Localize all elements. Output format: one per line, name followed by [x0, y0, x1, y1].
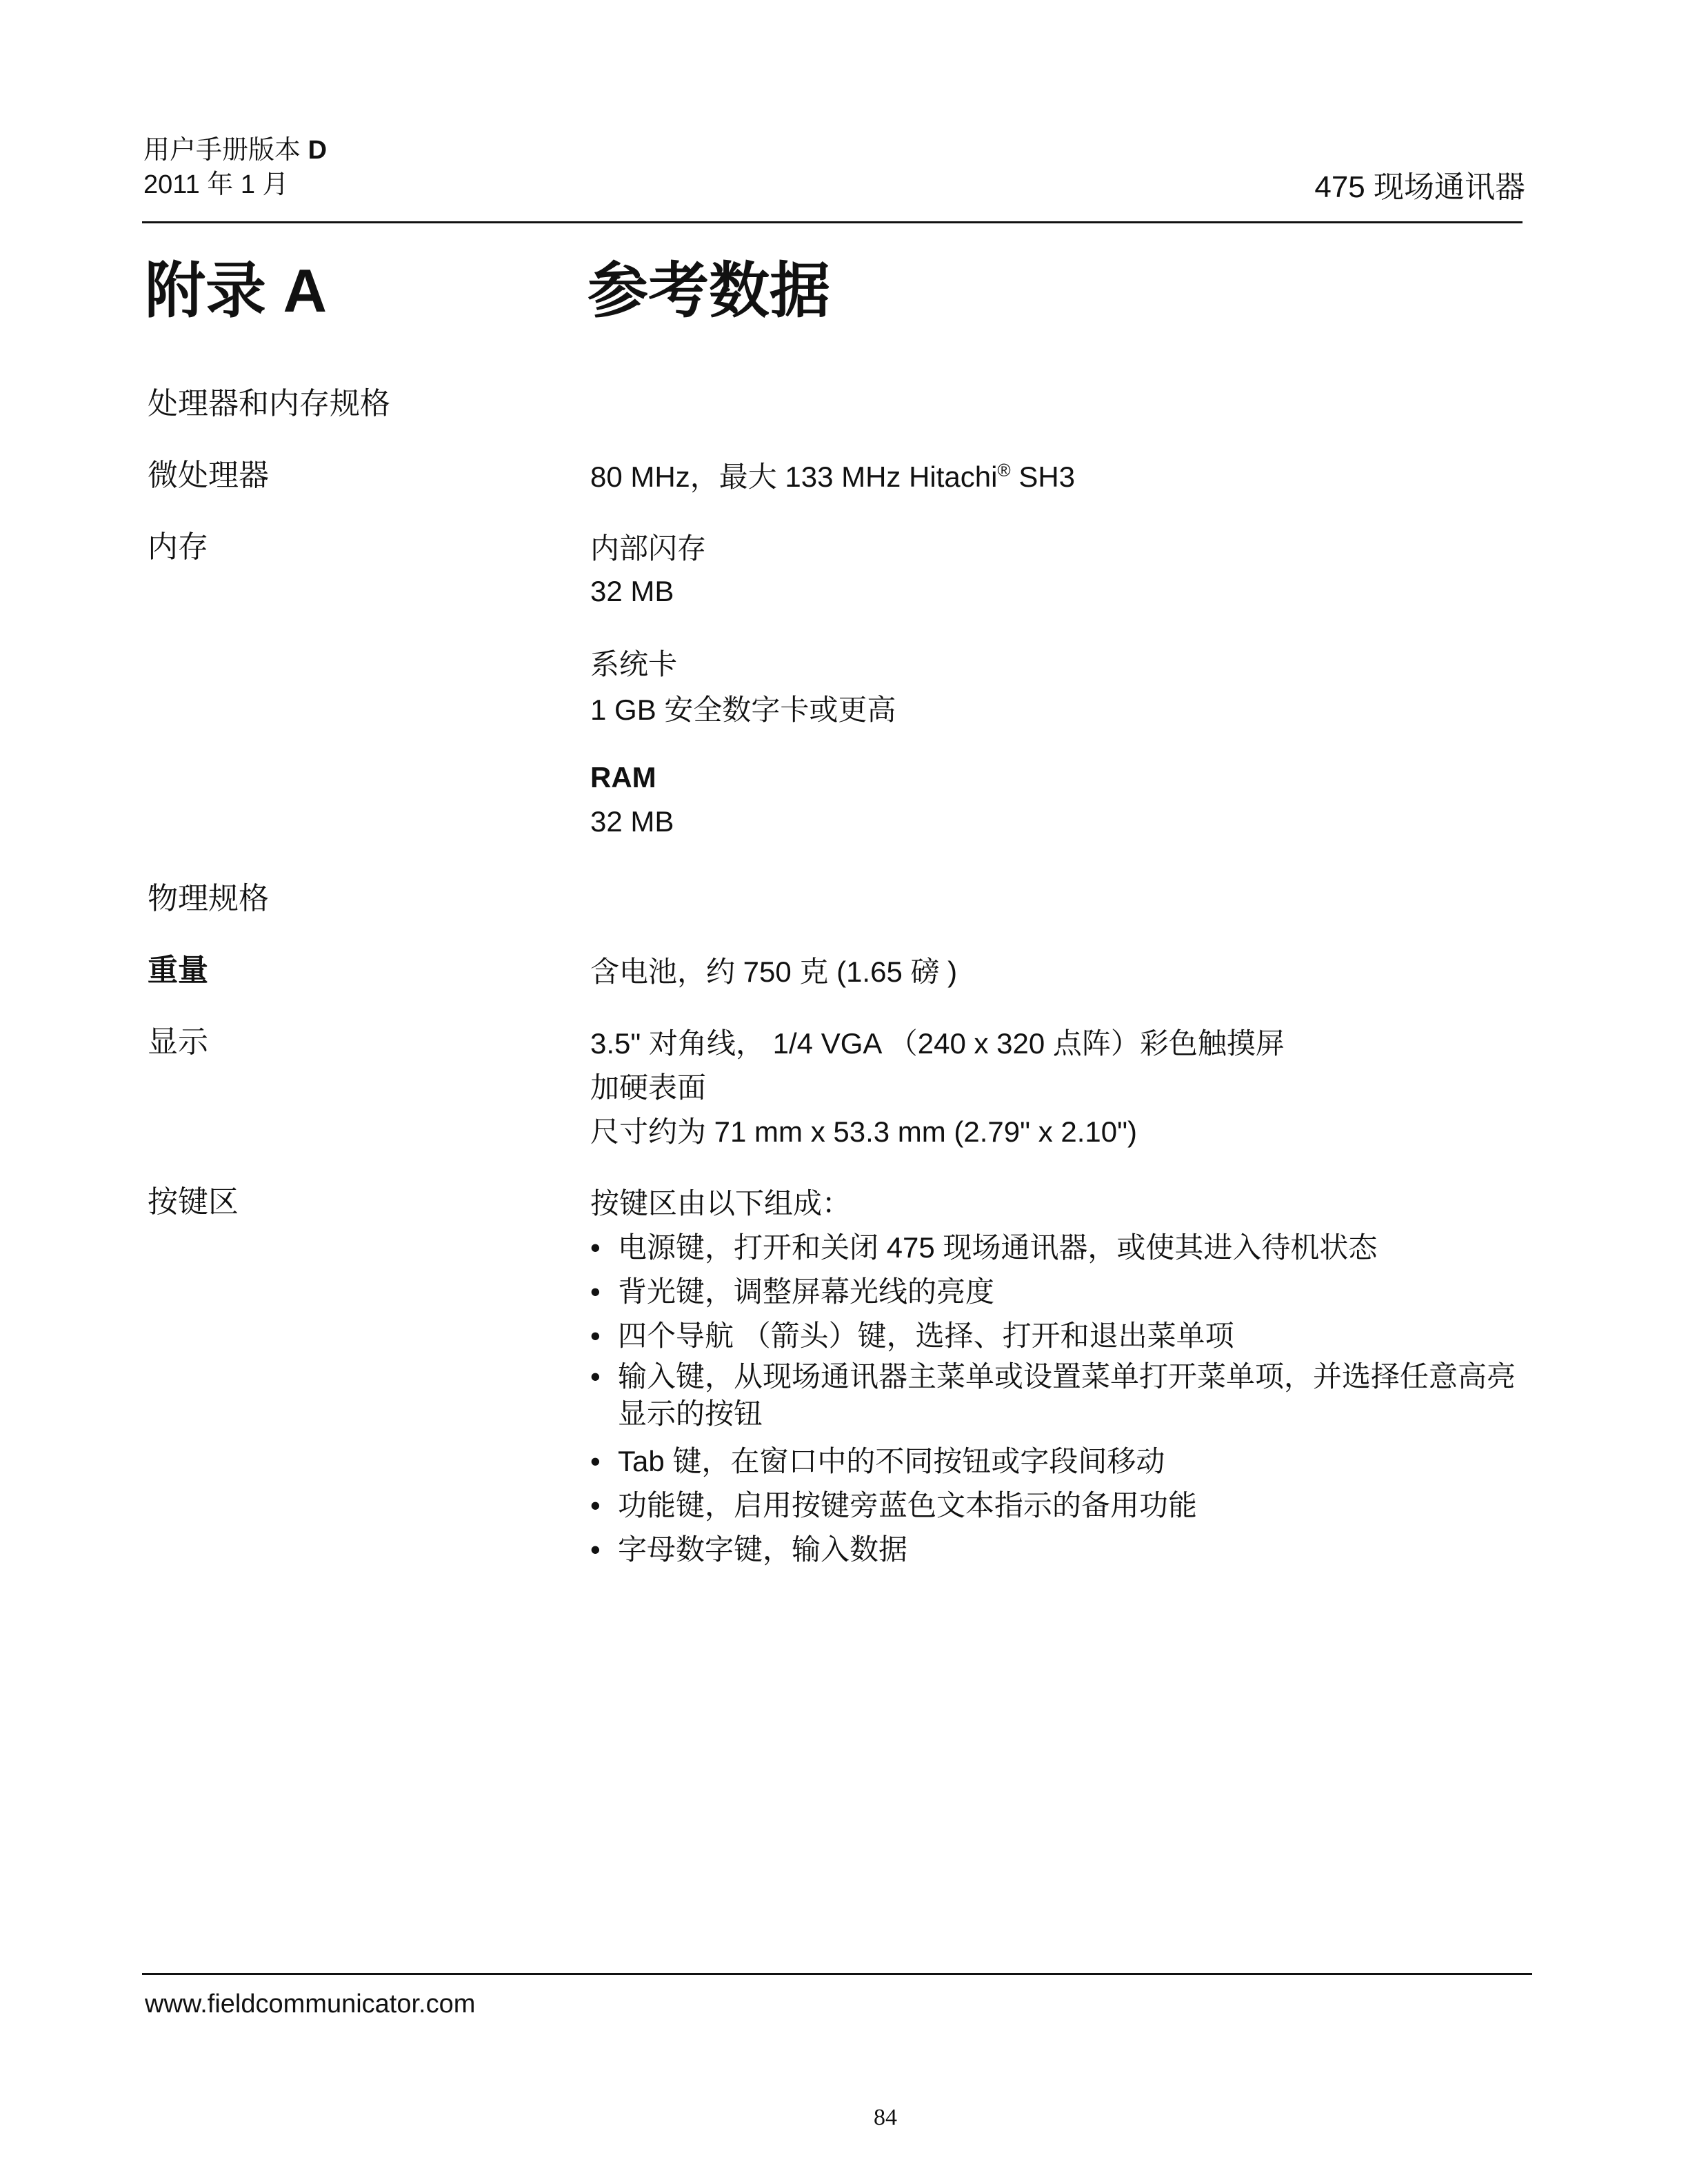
registered-mark: ®: [997, 460, 1011, 481]
microprocessor-value: [590, 455, 1075, 499]
keypad-list: [590, 1226, 1528, 1572]
card-title: 系统卡: [590, 648, 678, 680]
list-item: • 功能键，启用按键旁蓝色文本指示的备用功能: [590, 1484, 1528, 1528]
list-item: • 输入键，从现场通讯器主菜单或设置菜单打开菜单项，并选择任意高亮显示的按钮: [590, 1358, 1528, 1439]
product-name: 475 现场通讯器: [1314, 170, 1525, 204]
list-item: • 背光键，调整屏幕光线的亮度: [590, 1270, 1528, 1314]
page-number: 84: [874, 2105, 897, 2130]
manual-version-prefix: 用户手册版本: [143, 136, 301, 165]
list-item: • 四个导航 （箭头）键，选择、打开和退出菜单项: [590, 1314, 1528, 1358]
footer-url[interactable]: www.fieldcommunicator.com: [145, 1990, 476, 2019]
manual-version-rev: D: [308, 136, 328, 165]
list-item: • Tab 键，在窗口中的不同按钮或字段间移动: [590, 1439, 1528, 1484]
header-rule: [142, 221, 1523, 223]
manual-date: 2011 年 1 月: [143, 170, 289, 199]
manual-version: [143, 133, 327, 168]
ram-title: RAM: [590, 761, 656, 793]
flash-value: 32 MB: [590, 575, 674, 607]
weight-value: 含电池，约 750 克 (1.65 磅 ): [590, 956, 958, 988]
section-physical: 物理规格: [148, 882, 269, 916]
display-line-2: 加硬表面: [590, 1071, 707, 1104]
list-item: • 字母数字键，输入数据: [590, 1528, 1528, 1572]
page-heading: 参考数据: [587, 256, 831, 325]
appendix-title: 附录 A: [145, 256, 328, 325]
ram-value: 32 MB: [590, 805, 674, 838]
microprocessor-value-main: 80 MHz，最大 133 MHz Hitachi: [590, 461, 998, 493]
weight-label: 重量: [148, 953, 208, 987]
list-item: • 电源键，打开和关闭 475 现场通讯器，或使其进入待机状态: [590, 1226, 1528, 1270]
microprocessor-label: 微处理器: [148, 458, 269, 492]
display-line-3: 尺寸约为 71 mm x 53.3 mm (2.79" x 2.10"): [590, 1115, 1138, 1148]
keypad-label: 按键区: [148, 1185, 239, 1219]
card-value: 1 GB 安全数字卡或更高: [590, 694, 896, 726]
section-processor-memory: 处理器和内存规格: [148, 387, 390, 421]
memory-label: 内存: [148, 530, 208, 564]
keypad-intro: 按键区由以下组成：: [590, 1187, 852, 1220]
footer-rule: [142, 1973, 1532, 1975]
microprocessor-value-tail: SH3: [1010, 461, 1076, 493]
display-label: 显示: [148, 1025, 208, 1059]
flash-title: 内部闪存: [590, 532, 707, 565]
display-line-1: 3.5" 对角线， 1/4 VGA （240 x 320 点阵）彩色触摸屏: [590, 1027, 1285, 1060]
